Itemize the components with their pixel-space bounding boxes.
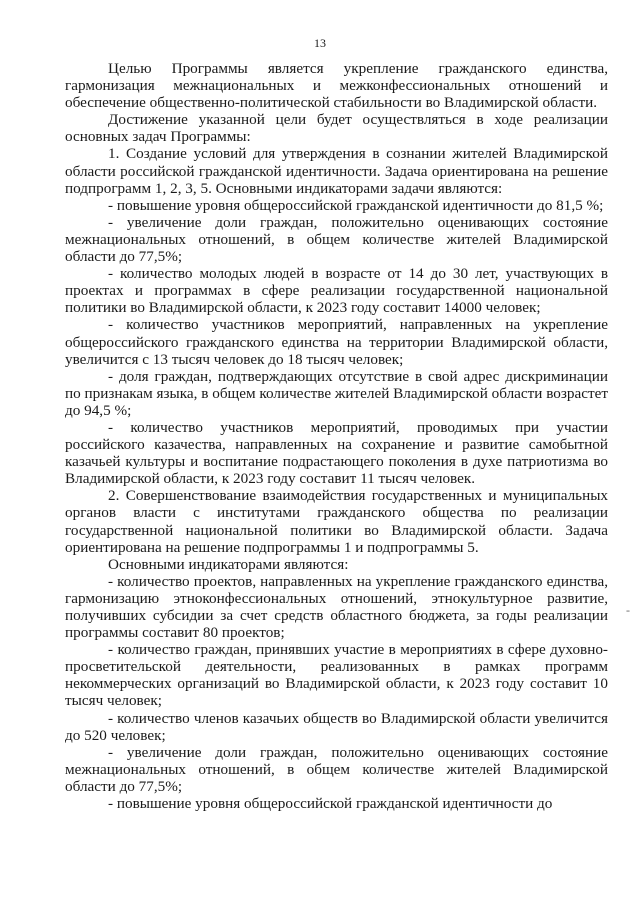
paragraph-main-indicators: Основными индикаторами являются: bbox=[108, 555, 349, 573]
indicator-identity-level-repeat: - повышение уровня общероссийской гражданской идентичности до bbox=[108, 795, 553, 813]
paragraph-task-1: 1. Создание условий для утверждения в сознании жителей Владимирской области российской гражданской идентичности. Задача ориентирована на решение подпрограмм 1, 2, 3, 5. Основными индикаторами задачи являются: bbox=[65, 145, 608, 197]
indicator-projects-subsidized: - количество проектов, направленных на укрепление гражданского единства, гармонизацию этноконфессиональных отношений, этнокультурное развитие, получивших субсидии за счет средств областного бюджета, за годы реализации программы составит 80 проектов; bbox=[65, 572, 608, 642]
indicator-cossack-members: - количество членов казачьих обществ во Владимирской области увеличится до 520 человек; bbox=[65, 709, 608, 744]
indicator-positive-assessment: - увеличение доли граждан, положительно оценивающих состояние межнациональных отношений, в общем количестве жителей Владимирской области до 77,5%; bbox=[65, 213, 608, 266]
indicator-spiritual-education: - количество граждан, принявших участие в мероприятиях в сфере духовно-просветительской деятельности, реализованных в рамках программ некоммерческих организаций во Владимирской области, к 2023 году составит 10 тысяч человек; bbox=[65, 641, 608, 710]
indicator-identity-level: - повышение уровня общероссийской гражданской идентичности до 81,5 %; bbox=[108, 196, 604, 214]
indicator-youth-participation: - количество молодых людей в возрасте от 14 до 30 лет, участвующих в проектах и программах в сфере реализации государственной национальной политики во Владимирской области, к 2023 году составит 14000 человек; bbox=[65, 265, 608, 317]
document-body bbox=[65, 60, 608, 812]
paragraph-task-2: 2. Совершенствование взаимодействия государственных и муниципальных органов власти с институтами гражданского общества по реализации государственной национальной политики во Владимирской области. Задача ориентирована на решение подпрограммы 1 и подпрограммы 5. bbox=[65, 487, 608, 556]
paragraph-goal-achievement: Достижение указанной цели будет осуществляться в ходе реализации основных задач Программы: bbox=[65, 111, 608, 146]
paragraph-program-goal: Целью Программы является укрепление гражданского единства, гармонизация межнациональных и межконфессиональных отношений и обеспечение общественно-политической стабильности во Владимирской области. bbox=[65, 60, 608, 112]
indicator-positive-assessment-repeat: - увеличение доли граждан, положительно оценивающих состояние межнациональных отношений, в общем количестве жителей Владимирской области до 77,5%; bbox=[65, 743, 608, 795]
indicator-cossack-events: - количество участников мероприятий, проводимых при участии российского казачества, направленных на сохранение и развитие самобытной казачьей культуры и воспитание подрастающего поколения в духе патриотизма во Владимирской области, к 2023 году составит 11 тысяч человек. bbox=[65, 418, 608, 488]
indicator-no-discrimination: - доля граждан, подтверждающих отсутствие в свой адрес дискриминации по признакам языка, в общем количестве жителей Владимирской области возрастет до 94,5 %; bbox=[65, 367, 608, 419]
margin-mark: - bbox=[626, 603, 630, 617]
indicator-unity-events: - количество участников мероприятий, направленных на укрепление общероссийского гражданского единства на территории Владимирской области, увеличится с 13 тысяч человек до 18 тысяч человек; bbox=[65, 316, 608, 368]
page-number: 13 bbox=[314, 36, 326, 50]
